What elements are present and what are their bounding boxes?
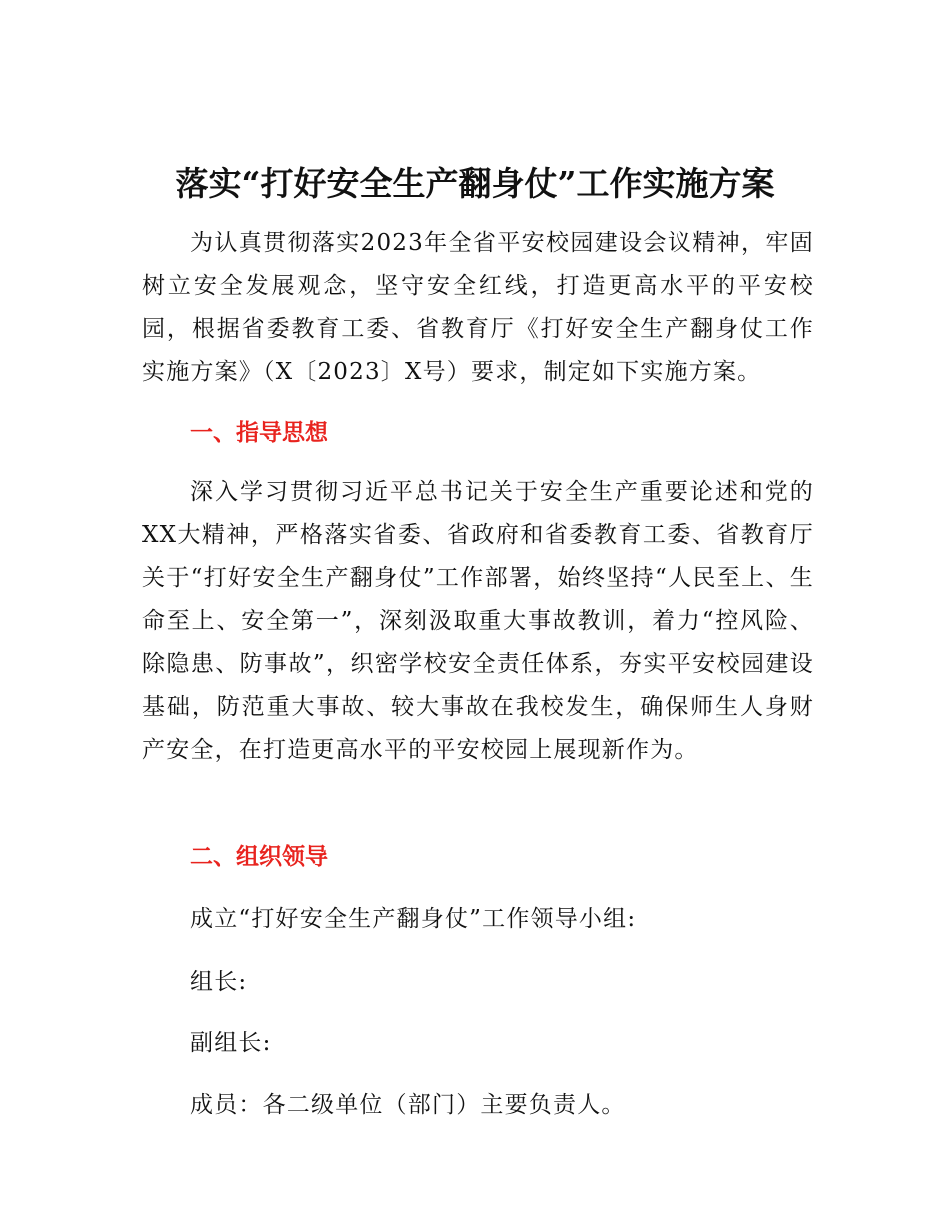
- document-title: 落实“打好安全生产翻身仗”工作实施方案: [175, 164, 775, 204]
- guiding-ideology-paragraph: 深入学习贯彻习近平总书记关于安全生产重要论述和党的XX大精神，严格落实省委、省政府和省委教育工委、省教育厅关于“打好安全生产翻身仗”工作部署，始终坚持“人民至上、生命至上、安全第一”，深刻汲取重大事故教训，着力“控风险、除隐患、防事故”，织密学校安全责任体系，夯实平安校园建设基础，防范重大事故、较大事故在我校发生，确保师生人身财产安全，在打造更高水平的平安校园上展现新作为。: [142, 479, 814, 763]
- intro-paragraph: 为认真贯彻落实2023年全省平安校园建设会议精神，牢固树立安全发展观念，坚守安全红线，打造更高水平的平安校园，根据省委教育工委、省教育厅《打好安全生产翻身仗工作实施方案》（X〔2023〕X号）要求，制定如下实施方案。: [142, 230, 814, 385]
- section-heading-guiding-ideology: 一、指导思想: [190, 420, 328, 446]
- leadership-group-line: 成立“打好安全生产翻身仗”工作领导小组:: [190, 906, 637, 932]
- deputy-leader-line: 副组长:: [190, 1030, 272, 1056]
- members-line: 成员：各二级单位（部门）主要负责人。: [190, 1092, 626, 1118]
- section-heading-organization: 二、组织领导: [190, 844, 328, 870]
- group-leader-line: 组长:: [190, 969, 248, 995]
